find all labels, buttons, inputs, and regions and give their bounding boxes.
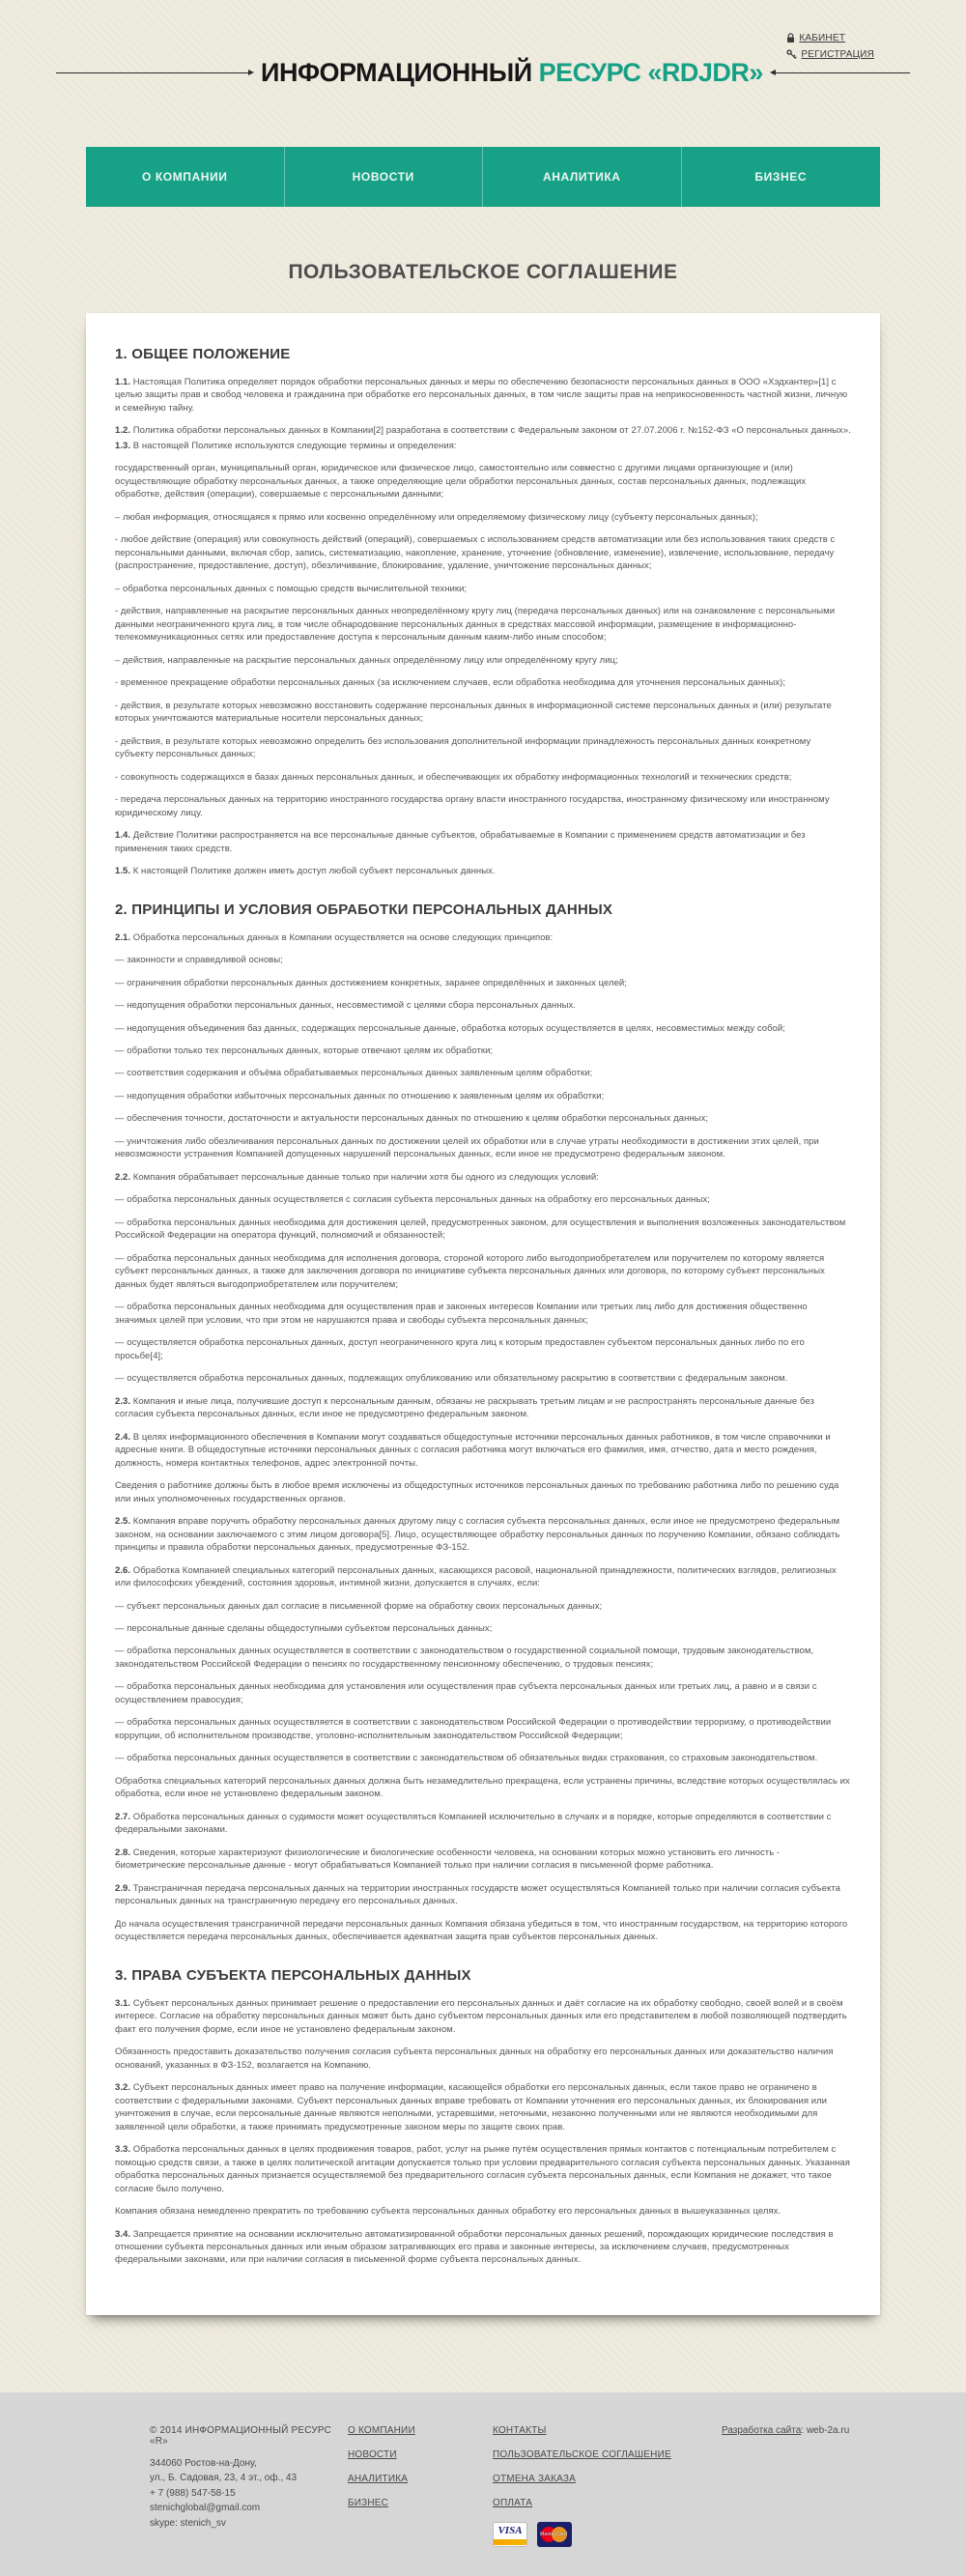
clause-paragraph: 1.4. Действие Политики распространяется на все персональные данные субъектов, обрабатываемые в Компании с применением средств автоматизации и без применения таких средств. <box>115 830 806 854</box>
clause-paragraph: - передача персональных данных на территорию иностранного государства органу власти иностранного государства, иностранному физическому или иностранному юридическому лицу. <box>115 794 830 818</box>
developer-site: : web-2a.ru <box>801 2424 850 2436</box>
address-line: 344060 Ростов-на-Дону, <box>150 2457 257 2469</box>
clause-paragraph: — обработка персональных данных необходима для исполнения договора, стороной которого либо выгодоприобретателем или поручителем по которому является субъект персональных данных, а также для заключения договора по инициативе субъекта персональных данных или договора, по которому субъект персональных данных будет являться выгодоприобретателем или поручителем; <box>115 1252 825 1290</box>
clause-paragraph: — обработка персональных данных осуществляется в соответствии с законодательством Российской Федерации о противодействии терроризму, о противодействии коррупции, об исполнительном производстве, уголовно-исполнительным законодательством Российской Федерации; <box>115 1717 832 1741</box>
agreement-body <box>115 346 851 2267</box>
clause-paragraph: — обработка персональных данных необходима для установления или осуществления прав субъекта персональных данных или третьих лиц, а равно и в связи с осуществлением правосудия; <box>115 1681 817 1705</box>
main-content <box>0 261 966 2315</box>
clause-paragraph: Компания обязана немедленно прекратить по требованию субъекта персональных данных обработку его персональных данных в вышеуказанных целях. <box>115 2206 781 2218</box>
footer-link-company[interactable]: О КОМПАНИИ <box>348 2424 415 2436</box>
clause-paragraph: — недопущения обработки избыточных персональных данных по отношению к заявленным целям их обработки; <box>115 1090 605 1102</box>
clause-paragraph: – обработка персональных данных с помощью средств вычислительной техники; <box>115 583 468 594</box>
clause-number: 1.3. <box>115 440 133 451</box>
clause-paragraph: 1.3. В настоящей Политике используются следующие термины и определения: <box>115 440 457 451</box>
site-brand <box>0 58 966 88</box>
site-title <box>255 58 769 88</box>
clause-paragraph: 3.4. Запрещается принятие на основании исключительно автоматизированной обработки персональных данных решений, порождающих юридические последствия в отношении субъекта персональных данных или иным образом затрагивающих его права и законные интересы, за исключением случаев, предусмотренных федеральными законами, или при наличии согласия в письменной форме субъекта персональных данных. <box>115 2228 834 2266</box>
site-title-black: ИНФОРМАЦИОННЫЙ <box>261 58 532 87</box>
visa-label: VISA <box>497 2525 523 2537</box>
clause-paragraph: — обеспечения точности, достаточности и актуальности персональных данных по отношению к целям обработки персональных данных; <box>115 1113 709 1125</box>
clause-paragraph: - совокупность содержащихся в базах данных персональных данных, и обеспечивающих их обработку информационных технологий и технических средств; <box>115 771 792 783</box>
clause-paragraph: — обработка персональных данных осуществляется с согласия субъекта персональных данных на обработку его персональных данных; <box>115 1194 710 1206</box>
clause-paragraph: Обработка специальных категорий персональных данных должна быть незамедлительно прекращена, если устранены причины, вследствие которых осуществлялась их обработка, если иное не установлено федеральным законом. <box>115 1775 850 1800</box>
clause-number: 1.1. <box>115 377 133 387</box>
clause-number: 2.5. <box>115 1516 133 1528</box>
nav-item-company[interactable]: О КОМПАНИИ <box>86 147 285 207</box>
clause-paragraph: 3.1. Субъект персональных данных принимает решение о предоставлении его персональных данных и даёт согласие на их обработку свободно, своей волей и в своём интересе. Согласие на обработку персональных данных может быть дано субъектом персональных данных или его представителем в любой позволяющей подтвердить факт его получения форме, если иное не установлено федеральным законом. <box>115 1997 847 2035</box>
skype-handle: skype: stenich_sv <box>150 2517 226 2529</box>
clause-paragraph: 2.5. Компания вправе поручить обработку персональных данных другому лицу с согласия субъекта персональных данных, если иное не предусмотрено федеральным законом, на основании заключаемого с этим лицом договора[5]. Лицо, осуществляющее обработку персональных данных по поручению Компании, обязано соблюдать принципы и правила обработки персональных данных, предусмотренные ФЗ-152. <box>115 1516 840 1554</box>
clause-number: 1.4. <box>115 830 133 842</box>
visa-icon <box>493 2522 527 2547</box>
nav-item-news[interactable]: НОВОСТИ <box>285 147 484 207</box>
clause-number: 2.1. <box>115 931 133 943</box>
clause-number: 3.3. <box>115 2144 133 2156</box>
clause-paragraph: — обработка персональных данных осуществляется в соответствии с законодательством о государственной социальной помощи, трудовым законодательством, законодательством Российской Федерации о пенсиях по государственному пенсионному обеспечению, о трудовых пенсиях; <box>115 1646 814 1670</box>
clause-paragraph: — осуществляется обработка персональных данных, подлежащих опубликованию или обязательному раскрытию в соответствии с федеральным законом. <box>115 1373 788 1385</box>
clause-paragraph: - действия, направленные на раскрытие персональных данных неопределённому кругу лиц (передача персональных данных) или на ознакомление с персональными данными неограниченного круга лиц, в том числе обнародование персональных данных в средствах массовой информации, размещение в информационно-телекоммуникационных сетях или предоставление доступа к персональным данным каким-либо иным способом; <box>115 606 836 644</box>
clause-paragraph: - действия, в результате которых невозможно определить без использования дополнительной информации принадлежность персональных данных конкретному субъекту персональных данных; <box>115 735 811 760</box>
nav-item-business[interactable]: БИЗНЕС <box>754 170 808 184</box>
registration-link[interactable]: РЕГИСТРАЦИЯ <box>786 49 874 60</box>
clause-paragraph: — персональные данные сделаны общедоступными субъектом персональных данных; <box>115 1623 493 1634</box>
clause-paragraph: 1.5. К настоящей Политике должен иметь доступ любой субъект персональных данных. <box>115 866 496 877</box>
clause-paragraph: 2.4. В целях информационного обеспечения в Компании могут создаваться общедоступные источники персональных данных работников, в том числе справочники и адресные книги. В общедоступные источники персональных данных с согласия работника могут включаться его фамилия, имя, отчество, дата и место рождения, должность, номера контактных телефонов, адрес электронной почты. <box>115 1431 831 1469</box>
clause-paragraph: Обязанность предоставить доказательство получения согласия субъекта персональных данных на обработку его персональных данных или доказательство наличия оснований, указанных в ФЗ-152, возлагается на Компанию. <box>115 2046 834 2071</box>
lock-icon <box>786 33 795 43</box>
clause-number: 3.1. <box>115 1997 133 2009</box>
clause-paragraph: — обработки только тех персональных данных, которые отвечают целям их обработки; <box>115 1045 494 1056</box>
clause-paragraph: — уничтожения либо обезличивания персональных данных по достижении целей их обработки или в случае утраты необходимости в достижении этих целей, при невозможности устранения Компанией допущенных нарушений персональных данных, если иное не предусмотрено федеральным законом. <box>115 1135 819 1160</box>
clause-paragraph: Сведения о работнике должны быть в любое время исключены из общедоступных источников персональных данных по требованию работника либо по решению суда или иных уполномоченных государственных органов. <box>115 1480 839 1504</box>
clause-number: 2.6. <box>115 1564 133 1576</box>
nav-item-analytics[interactable]: АНАЛИТИКА <box>483 147 682 207</box>
footer-nav-links <box>348 2425 493 2522</box>
clause-paragraph: — обработка персональных данных необходима для осуществления прав и законных интересов Компании или третьих лиц либо для достижения общественно значимых целей при условии, что при этом не нарушаются права и свободы субъекта персональных данных; <box>115 1302 808 1326</box>
footer-link-contacts[interactable]: КОНТАКТЫ <box>493 2424 547 2436</box>
clause-number: 2.2. <box>115 1171 133 1183</box>
section-heading: 1. ОБЩЕЕ ПОЛОЖЕНИЕ <box>115 346 291 362</box>
site-footer <box>0 2392 966 2576</box>
clause-number: 2.9. <box>115 1882 133 1894</box>
footer-link-cancel[interactable]: ОТМЕНА ЗАКАЗА <box>493 2473 576 2484</box>
footer-link-business[interactable]: БИЗНЕС <box>348 2497 389 2508</box>
clause-paragraph: 2.9. Трансграничная передача персональных данных на территории иностранных государств может осуществляться Компанией только при наличии согласия субъекта персональных данных на трансграничную передачу его персональных данных. <box>115 1882 841 1907</box>
section-heading: 2. ПРИНЦИПЫ И УСЛОВИЯ ОБРАБОТКИ ПЕРСОНАЛЬНЫХ ДАННЫХ <box>115 901 613 918</box>
section-heading: 3. ПРАВА СУБЪЕКТА ПЕРСОНАЛЬНЫХ ДАННЫХ <box>115 1966 471 1984</box>
clause-paragraph: — недопущения объединения баз данных, содержащих персональные данные, обработка которых осуществляется в целях, несовместимых между собой; <box>115 1022 785 1034</box>
phone-number: + 7 (988) 547-58-15 <box>150 2487 236 2499</box>
mastercard-label: MasterCard <box>540 2531 568 2537</box>
main-nav <box>86 147 880 207</box>
clause-paragraph: государственный орган, муниципальный орган, юридическое или физическое лицо, самостоятельно или совместно с другими лицами организующие и (или) осуществляющие обработку персональных данных, а также определяющие цели обработки персональных данных, состав персональных данных, подлежащих обработке, действия (операции), совершаемые с персональными данными; <box>115 463 807 501</box>
site-header <box>0 0 966 147</box>
clause-number: 2.7. <box>115 1811 133 1822</box>
clause-number: 2.3. <box>115 1395 133 1407</box>
clause-number: 2.4. <box>115 1431 133 1443</box>
footer-info-links <box>493 2425 722 2547</box>
footer-link-news[interactable]: НОВОСТИ <box>348 2448 397 2460</box>
footer-credits <box>722 2425 966 2436</box>
clause-paragraph: 2.3. Компания и иные лица, получившие доступ к персональным данным, обязаны не раскрывать третьим лицам и не распространять персональные данные без согласия субъекта персональных данных, если иное не предусмотрено федеральным законом. <box>115 1395 814 1420</box>
clause-number: 2.8. <box>115 1846 133 1858</box>
clause-paragraph: 2.2. Компания обрабатывает персональные данные только при наличии хотя бы одного из следующих условий: <box>115 1171 599 1183</box>
clause-paragraph: 2.7. Обработка персональных данных о судимости может осуществляться Компанией исключительно в случаях и в порядке, которые определяются в соответствии с федеральными законами. <box>115 1811 832 1836</box>
brand-line-left <box>56 72 249 73</box>
footer-link-agreement[interactable]: ПОЛЬЗОВАТЕЛЬСКОЕ СОГЛАШЕНИЕ <box>493 2448 671 2460</box>
clause-paragraph: 2.8. Сведения, которые характеризуют физиологические и биологические особенности человека, на основании которых можно установить его личность - биометрические персональные данные - могут обрабатываться Компанией только при наличии согласия в письменной форме работника. <box>115 1846 781 1872</box>
clause-number: 3.4. <box>115 2228 133 2240</box>
clause-number: 1.2. <box>115 425 133 437</box>
clause-paragraph: — обработка персональных данных необходима для достижения целей, предусмотренных законом, для осуществления и выполнения возложенных законодательством Российской Федерации на оператора функций, полномочий и обязанностей; <box>115 1216 846 1242</box>
cabinet-link[interactable]: КАБИНЕТ <box>786 33 874 43</box>
clause-number: 1.5. <box>115 866 133 877</box>
clause-paragraph: - любое действие (операция) или совокупность действий (операций), совершаемых с использованием средств автоматизации или без использования таких средств с персональными данными, включая сбор, запись, систематизацию, накопление, хранение, уточнение (обновление, изменение), извлечение, использование, передачу (распространение, предоставление, доступ), обезличивание, блокирование, удаление, уничтожение персональных данных; <box>115 534 836 572</box>
footer-contacts <box>150 2425 348 2532</box>
agreement-card <box>86 313 880 2315</box>
address-block <box>150 2456 348 2532</box>
clause-paragraph: 2.6. Обработка Компанией специальных категорий персональных данных, касающихся расовой, национальной принадлежности, политических взглядов, религиозных или философских убеждений, состояния здоровья, интимной жизни, допускается в случаях, если: <box>115 1564 837 1589</box>
footer-link-analytics[interactable]: АНАЛИТИКА <box>348 2473 409 2484</box>
clause-paragraph: – любая информация, относящаяся к прямо или косвенно определённому или определяемому физическому лицу (субъекту персональных данных); <box>115 511 758 523</box>
clause-paragraph: До начала осуществления трансграничной передачи персональных данных Компания обязана убедиться в том, что иностранным государством, на территорию которого осуществляется передача персональных данных, обеспечивается адекватная защита прав субъектов персональных данных. <box>115 1918 848 1943</box>
clause-paragraph: 3.2. Субъект персональных данных имеет право на получение информации, касающейся обработки его персональных данных, если такое право не ограничено в соответствии с федеральными законами. Субъект персональных данных вправе требовать от Компании уточнения его персональных данных, их блокирования или уничтожения в случае, если персональные данные являются неполными, устаревшими, неточными, незаконно полученными или не являются необходимыми для заявленной цели обработки, а также принимать предусмотренные законом меры по защите своих прав. <box>115 2082 828 2132</box>
payment-methods <box>493 2522 722 2547</box>
page-title: ПОЛЬЗОВАТЕЛЬСКОЕ СОГЛАШЕНИЕ <box>288 261 678 283</box>
clause-paragraph: 1.2. Политика обработки персональных данных в Компании[2] разработана в соответствии с Федеральным законом от 27.07.2006 г. №152-ФЗ «О персональных данных». <box>115 425 851 437</box>
email-address: stenichglobal@gmail.com <box>150 2503 261 2514</box>
copyright-text: © 2014 ИНФОРМАЦИОННЫЙ РЕСУРС «R» <box>150 2424 332 2447</box>
clause-paragraph: - действия, в результате которых невозможно восстановить содержание персональных данных в информационной системе персональных данных и (или) результате которых уничтожаются материальные носители персональных данных; <box>115 700 832 725</box>
clause-paragraph: — осуществляется обработка персональных данных, доступ неограниченного круга лиц к которым предоставлен субъектом персональных данных либо по его просьбе[4]; <box>115 1337 805 1361</box>
clause-paragraph: — субъект персональных данных дал согласие в письменной форме на обработку своих персональных данных; <box>115 1600 603 1612</box>
clause-paragraph: — обработка персональных данных осуществляется в соответствии с законодательством об обязательных видах страхования, со страховым законодательством. <box>115 1753 818 1764</box>
developer-link[interactable]: Разработка сайта <box>722 2424 802 2436</box>
clause-paragraph: 3.3. Обработка персональных данных в целях продвижения товаров, работ, услуг на рынке путём осуществления прямых контактов с потенциальным потребителем с помощью средств связи, а также в целях политической агитации допускается только при условии предварительного согласия субъекта персональных данных. Указанная обработка персональных данных признается осуществляемой без предварительного согласия субъекта персональных данных, если Компания не докажет, что такое согласие было получено. <box>115 2144 850 2194</box>
mastercard-icon <box>537 2522 572 2547</box>
clause-paragraph: 1.1. Настоящая Политика определяет порядок обработки персональных данных и меры по обеспечению безопасности персональных данных в ООО «Хэдхантер»[1] с целью защиты прав и свобод человека и гражданина при обработке его персональных данных, в том числе защиты прав на неприкосновенность частной жизни, личную и семейную тайну. <box>115 377 848 414</box>
brand-line-right <box>775 72 910 73</box>
footer-link-payment[interactable]: ОПЛАТА <box>493 2497 533 2508</box>
clause-paragraph: — соответствия содержания и объёма обрабатываемых персональных данных заявленным целям обработки; <box>115 1068 593 1079</box>
clause-number: 3.2. <box>115 2082 133 2094</box>
clause-paragraph: — законности и справедливой основы; <box>115 955 283 966</box>
clause-paragraph: – действия, направленные на раскрытие персональных данных определённому лицу или определённому кругу лиц; <box>115 654 618 666</box>
clause-paragraph: — недопущения обработки персональных данных, несовместимой с целями сбора персональных данных. <box>115 1000 576 1012</box>
clause-paragraph: - временное прекращение обработки персональных данных (за исключением случаев, если обработка необходима для уточнения персональных данных); <box>115 677 786 689</box>
clause-paragraph: 2.1. Обработка персональных данных в Компании осуществляется на основе следующих принципов: <box>115 931 554 943</box>
address-line: ул., Б. Садовая, 23, 4 эт., оф., 43 <box>150 2473 298 2484</box>
clause-paragraph: — ограничения обработки персональных данных достижением конкретных, заранее определённых и законных целей; <box>115 977 627 988</box>
site-title-teal: РЕСУРС «RDJDR» <box>531 58 763 87</box>
